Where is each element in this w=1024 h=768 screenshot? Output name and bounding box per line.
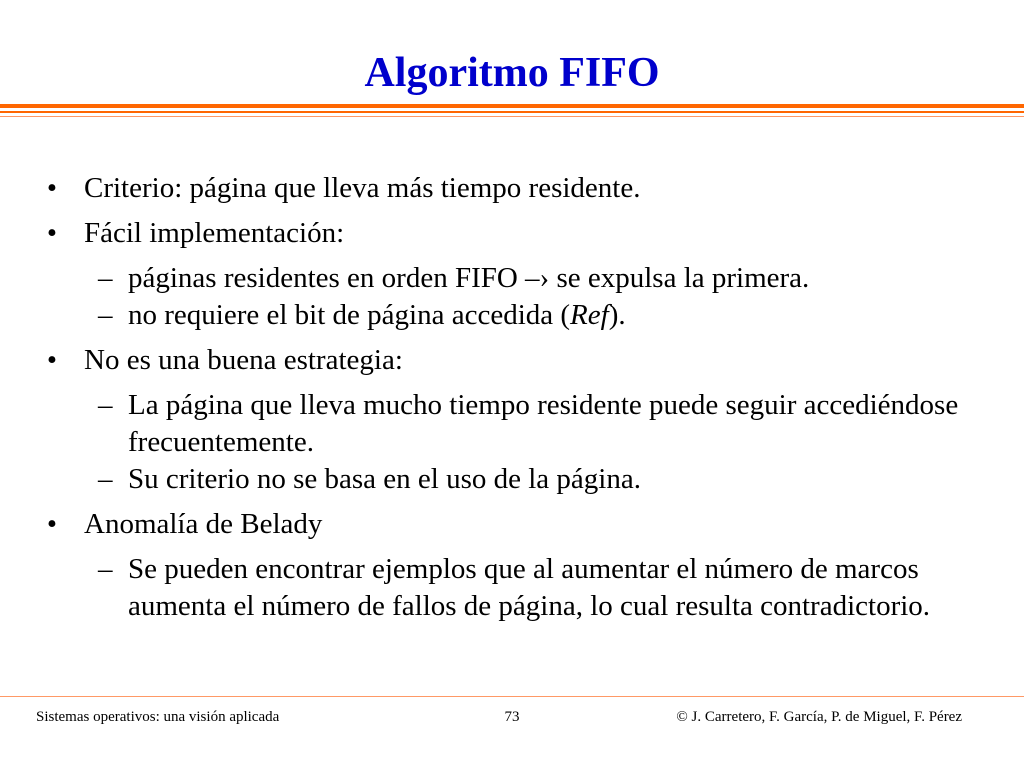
dash-marker: – <box>98 463 113 495</box>
bullet-marker: • <box>46 508 58 540</box>
title-underline-thin <box>0 116 1024 117</box>
bullet-item <box>42 215 1002 252</box>
bullet-item <box>42 506 1002 543</box>
dash-marker: – <box>98 299 113 331</box>
bullet-marker: • <box>46 217 58 249</box>
sub-text: páginas residentes en orden FIFO –› se expulsa la primera. <box>128 262 810 294</box>
dash-marker: – <box>98 389 113 421</box>
title-underline-medium <box>0 111 1024 113</box>
bullet-text: Fácil implementación: <box>84 217 345 249</box>
sub-item <box>42 551 1002 625</box>
footer-page-number: 73 <box>504 709 520 725</box>
slide-title: Algoritmo FIFO <box>364 50 660 96</box>
bullet-item <box>42 170 1002 207</box>
footer-divider <box>0 696 1024 697</box>
title-underline-thick <box>0 104 1024 108</box>
sub-item <box>42 461 1002 498</box>
bullet-marker: • <box>46 344 58 376</box>
sub-item <box>42 387 1002 461</box>
ref-term: Ref <box>570 299 609 331</box>
dash-marker: – <box>98 262 113 294</box>
footer-authors: © J. Carretero, F. García, P. de Miguel, F. Pérez <box>676 709 962 725</box>
bullet-item <box>42 342 1002 379</box>
sub-text: Se pueden encontrar ejemplos que al aumentar el número de marcos aumenta el número de fallos de página, lo cual resulta contradictorio. <box>128 553 931 622</box>
footer-book-title: Sistemas operativos: una visión aplicada <box>36 709 280 725</box>
bullet-list <box>42 170 1002 625</box>
sub-text: La página que lleva mucho tiempo residente puede seguir accediéndose frecuentemente. <box>128 389 959 458</box>
sub-item <box>42 297 1002 334</box>
bullet-marker: • <box>46 172 58 204</box>
sub-item <box>42 260 1002 297</box>
bullet-text: Anomalía de Belady <box>84 508 323 540</box>
dash-marker: – <box>98 553 113 585</box>
sub-text: Su criterio no se basa en el uso de la página. <box>128 463 641 495</box>
bullet-text: Criterio: página que lleva más tiempo residente. <box>84 172 641 204</box>
bullet-text: No es una buena estrategia: <box>84 344 403 376</box>
sub-text: no requiere el bit de página accedida (Ref). <box>128 299 626 331</box>
